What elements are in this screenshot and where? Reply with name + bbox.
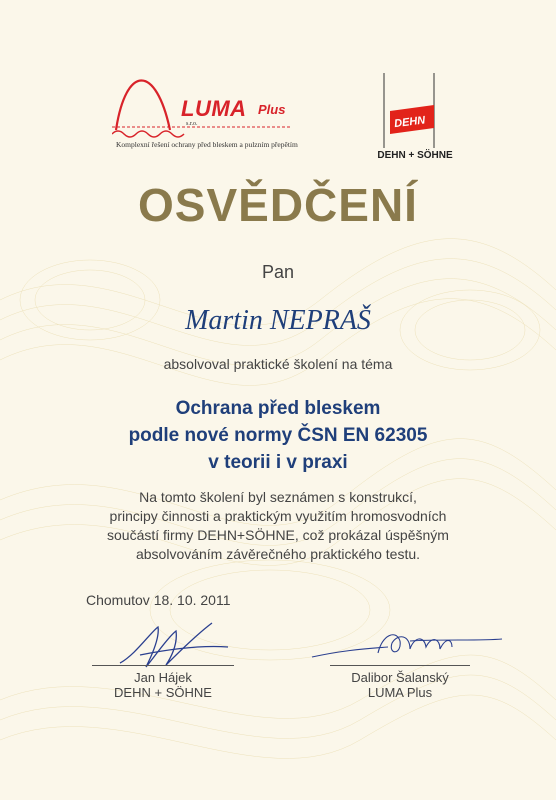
luma-logo-sro: s.r.o. — [186, 121, 198, 127]
recipient-name: Martin NEPRAŠ — [185, 305, 371, 336]
dehn-caption: DEHN + SÖHNE — [377, 150, 453, 161]
topic-line: podle nové normy ČSN EN 62305 — [128, 425, 428, 446]
body-line: absolvováním závěrečného praktického testu. — [135, 546, 421, 562]
signatory-name: Dalibor Šalanský — [351, 670, 449, 685]
signatory-company: LUMA Plus — [367, 685, 433, 700]
signatory-1 — [92, 670, 234, 700]
signatory-name: Jan Hájek — [134, 670, 192, 685]
body-line: principy činnosti a praktickým využitím hromosvodních — [109, 508, 447, 524]
luma-tagline: Komplexní řešení ochrany před bleskem a pulzním přepětím — [116, 140, 298, 149]
dehn-logo-mark: DEHN — [393, 114, 426, 131]
salutation: Pan — [261, 262, 295, 282]
signatory-2 — [330, 670, 470, 700]
luma-logo-name: LUMA — [181, 96, 247, 121]
body-paragraph — [0, 488, 556, 564]
certificate-title: OSVĚDČENÍ — [138, 179, 418, 231]
topic-line: v teorii i v praxi — [208, 452, 348, 473]
intro-text: absolvoval praktické školení na téma — [163, 356, 393, 372]
place-and-date: Chomutov 18. 10. 2011 — [86, 592, 231, 608]
training-topic — [0, 395, 556, 476]
signatory-company: DEHN + SÖHNE — [114, 685, 212, 700]
signatures-graphic — [0, 615, 556, 685]
body-line: součástí firmy DEHN+SÖHNE, což prokázal úspěšným — [107, 527, 449, 543]
body-line: Na tomto školení byl seznámen s konstrukcí, — [139, 489, 417, 505]
signature-dalibor-salansky — [312, 635, 502, 657]
luma-logo-plus: Plus — [258, 102, 286, 117]
signature-line-right — [330, 665, 470, 666]
signature-jan-hajek — [120, 623, 228, 667]
topic-line: Ochrana před bleskem — [175, 398, 381, 419]
signature-line-left — [92, 665, 234, 666]
